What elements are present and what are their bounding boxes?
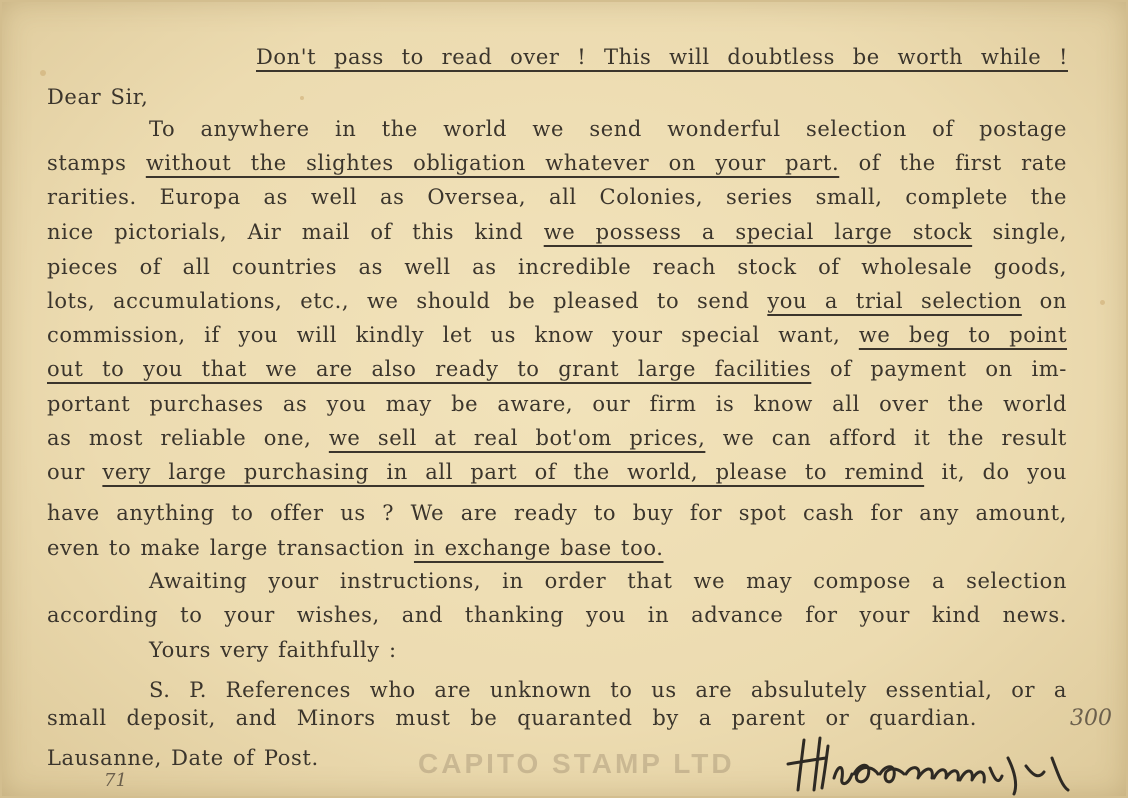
- underlined-phrase: we beg to point: [858, 323, 1068, 347]
- salutation: Dear Sir,: [47, 85, 149, 109]
- body-line: commission, if you will kindly let us know your special want, we beg to point: [47, 323, 1068, 347]
- body-line: stamps without the slightes obligation whatever on your part. of the first rate: [47, 151, 1067, 175]
- postscript-line: S. P. References who are unknown to us are absulutely essential, or a: [149, 678, 1067, 702]
- underlined-phrase: we possess a special large stock: [543, 220, 973, 244]
- underlined-phrase: very large purchasing in all part of the world, please to remind: [102, 460, 925, 484]
- body-line: even to make large transaction in exchange base too.: [47, 536, 664, 560]
- body-line: have anything to offer us ? We are ready to buy for spot cash for any amount,: [47, 501, 1067, 525]
- pencil-number: 71: [104, 770, 127, 791]
- underlined-phrase: without the slightes obligation whatever on your part.: [145, 151, 840, 175]
- headline: Don't pass to read over ! This will doubtless be worth while !: [256, 45, 1068, 69]
- body-line: our very large purchasing in all part of the world, please to remind it, do you: [47, 460, 1067, 484]
- body-line: nice pictorials, Air mail of this kind we possess a special large stock single,: [47, 220, 1067, 244]
- underlined-phrase: you a trial selection: [767, 289, 1022, 313]
- pencil-price-mark: 300: [1070, 706, 1112, 731]
- underlined-phrase: we sell at real bot'om prices,: [328, 426, 706, 450]
- body-line: pieces of all countries as well as incredible reach stock of wholesale goods,: [47, 255, 1067, 279]
- body-line: Awaiting your instructions, in order that we may compose a selection: [149, 569, 1067, 593]
- closing: Yours very faithfully :: [149, 638, 397, 662]
- rubber-stamp: CAPITO STAMP LTD: [418, 748, 735, 779]
- underlined-phrase: out to you that we are also ready to grant large facilities: [47, 357, 812, 381]
- body-line: out to you that we are also ready to grant large facilities of payment on im-: [47, 357, 1067, 381]
- body-line: lots, accumulations, etc., we should be pleased to send you a trial selection on: [47, 289, 1067, 313]
- postscript-line: small deposit, and Minors must be quaranted by a parent or quardian.: [47, 706, 977, 730]
- body-line: To anywhere in the world we send wonderful selection of postage: [149, 117, 1067, 141]
- underlined-phrase: in exchange base too.: [413, 536, 664, 560]
- stain-speck: [1100, 300, 1105, 305]
- body-line: rarities. Europa as well as Oversea, all Colonies, series small, complete the: [47, 185, 1067, 209]
- body-line: according to your wishes, and thanking you in advance for your kind news.: [47, 603, 1067, 627]
- stain-speck: [40, 70, 46, 76]
- place-date: Lausanne, Date of Post.: [47, 746, 319, 770]
- handwritten-signature: [782, 728, 1092, 798]
- body-line: portant purchases as you may be aware, our firm is know all over the world: [47, 392, 1067, 416]
- body-line: as most reliable one, we sell at real bot'om prices, we can afford it the result: [47, 426, 1067, 450]
- stain-speck: [300, 96, 304, 100]
